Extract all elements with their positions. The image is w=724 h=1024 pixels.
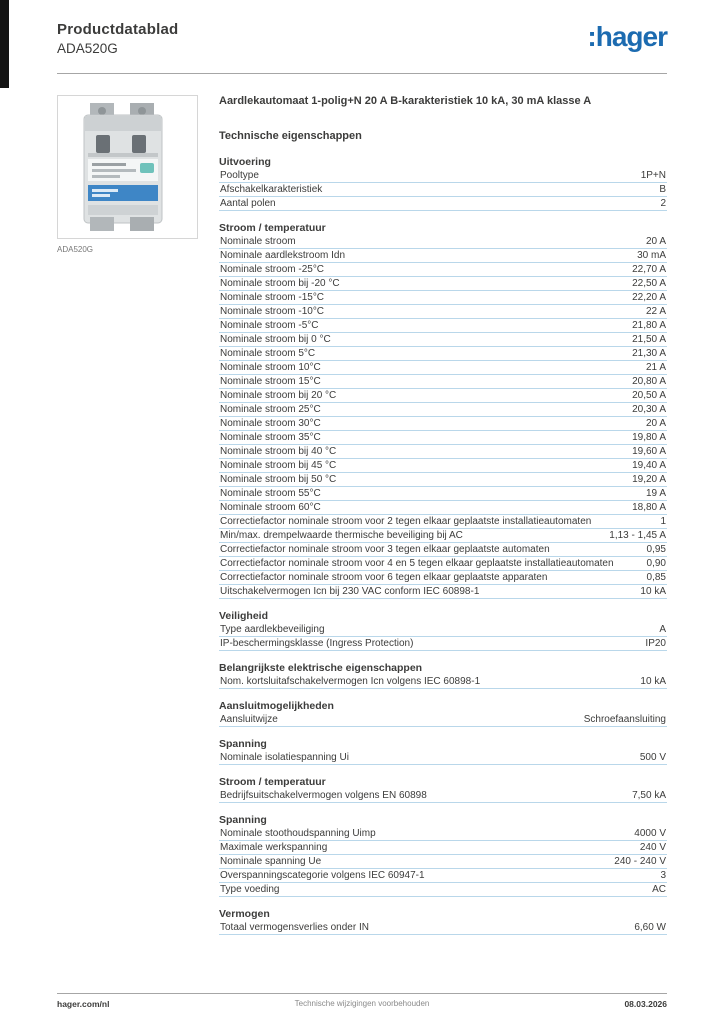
spec-label: Nominale stroom bij 20 °C (220, 390, 337, 401)
spec-value: 19,60 A (632, 446, 666, 457)
spec-value: 21,80 A (632, 320, 666, 331)
spec-row (219, 263, 667, 277)
spec-label: Nominale stroom bij 45 °C (220, 460, 337, 471)
spec-row (219, 183, 667, 197)
spec-value: 19,20 A (632, 474, 666, 485)
spec-label: Nominale stroom bij 50 °C (220, 474, 337, 485)
spec-section (219, 776, 667, 803)
spec-label: Nominale stroom (220, 236, 296, 247)
spec-value: 18,80 A (632, 502, 666, 513)
spec-sections (219, 156, 667, 935)
spec-section (219, 610, 667, 651)
spec-label: Nominale stroom -5°C (220, 320, 319, 331)
spec-value: 20 A (645, 236, 666, 247)
spec-row (219, 827, 667, 841)
spec-row (219, 305, 667, 319)
spec-row (219, 389, 667, 403)
spec-value: 1P+N (640, 170, 666, 181)
spec-label: Nominale stroom 60°C (220, 502, 321, 513)
spec-row (219, 623, 667, 637)
spec-row (219, 361, 667, 375)
spec-label: Nominale stroom -25°C (220, 264, 325, 275)
footer-row (57, 999, 667, 1009)
footer-website-link[interactable]: hager.com/nl (57, 999, 110, 1009)
spec-row (219, 637, 667, 651)
spec-row (219, 235, 667, 249)
spec-value: 30 mA (637, 250, 666, 261)
spec-row (219, 529, 667, 543)
spec-label: Aantal polen (220, 198, 276, 209)
spec-label: Min/max. drempelwaarde thermische beveiliging bij AC (220, 530, 463, 541)
section-heading: Belangrijkste elektrische eigenschappen (219, 662, 423, 674)
scan-edge-mark (0, 0, 9, 88)
spec-row (219, 789, 667, 803)
spec-row (219, 543, 667, 557)
product-image-column (57, 95, 198, 254)
spec-label: Totaal vermogensverlies onder IN (220, 922, 369, 933)
circuit-breaker-illustration (68, 101, 188, 233)
spec-label: Bedrijfsuitschakelvermogen volgens EN 60898 (220, 790, 427, 801)
spec-row (219, 333, 667, 347)
spec-value: 20,50 A (632, 390, 666, 401)
spec-row (219, 445, 667, 459)
spec-value: A (659, 624, 666, 635)
section-heading: Veiligheid (219, 610, 269, 622)
spec-label: Aansluitwijze (220, 714, 278, 725)
spec-label: Maximale werkspanning (220, 842, 328, 853)
section-heading: Spanning (219, 814, 267, 826)
spec-value: 2 (660, 198, 666, 209)
doc-subtitle: ADA520G (57, 41, 118, 56)
product-title: Aardlekautomaat 1-polig+N 20 A B-karakteristiek 10 kA, 30 mA klasse A (219, 95, 592, 107)
spec-value: 22 A (645, 306, 666, 317)
spec-row (219, 869, 667, 883)
spec-label: Nominale stroom 25°C (220, 404, 321, 415)
spec-label: Nominale stroom bij 0 °C (220, 334, 331, 345)
spec-label: Correctiefactor nominale stroom voor 6 tegen elkaar geplaatste apparaten (220, 572, 548, 583)
spec-label: Nom. kortsluitafschakelvermogen Icn volgens IEC 60898-1 (220, 676, 481, 687)
spec-row (219, 291, 667, 305)
spec-value: 240 - 240 V (614, 856, 666, 867)
spec-row (219, 557, 667, 571)
spec-label: Nominale stroom 35°C (220, 432, 321, 443)
spec-value: 10 kA (640, 586, 666, 597)
spec-label: Nominale stroom bij -20 °C (220, 278, 340, 289)
spec-section (219, 738, 667, 765)
tech-heading: Technische eigenschappen (219, 130, 362, 142)
spec-label: Type aardlekbeveiliging (220, 624, 325, 635)
spec-label: IP-beschermingsklasse (Ingress Protection) (220, 638, 414, 649)
spec-label: Nominale stroom -15°C (220, 292, 325, 303)
spec-label: Nominale stroom 5°C (220, 348, 316, 359)
spec-row (219, 883, 667, 897)
spec-value: 6,60 W (634, 922, 666, 933)
spec-value: 0,85 (646, 572, 666, 583)
spec-row (219, 855, 667, 869)
spec-row (219, 585, 667, 599)
spec-value: 22,70 A (632, 264, 666, 275)
spec-value: Schroefaansluiting (583, 714, 666, 725)
spec-row (219, 571, 667, 585)
spec-value: 20,30 A (632, 404, 666, 415)
spec-label: Type voeding (220, 884, 280, 895)
spec-row (219, 675, 667, 689)
spec-column (219, 95, 667, 935)
spec-label: Correctiefactor nominale stroom voor 3 tegen elkaar geplaatste automaten (220, 544, 550, 555)
spec-value: 19,80 A (632, 432, 666, 443)
spec-label: Nominale aardlekstroom Idn (220, 250, 346, 261)
spec-value: 21,30 A (632, 348, 666, 359)
section-heading: Stroom / temperatuur (219, 776, 326, 788)
spec-section (219, 222, 667, 599)
spec-value: 22,50 A (632, 278, 666, 289)
spec-value: 3 (660, 870, 666, 881)
spec-row (219, 417, 667, 431)
spec-value: 19,40 A (632, 460, 666, 471)
spec-value: 20 A (645, 418, 666, 429)
spec-row (219, 487, 667, 501)
spec-label: Nominale stroom -10°C (220, 306, 325, 317)
spec-value: 10 kA (640, 676, 666, 687)
spec-row (219, 319, 667, 333)
spec-label: Nominale stroom 55°C (220, 488, 321, 499)
section-heading: Vermogen (219, 908, 270, 920)
spec-value: 19 A (645, 488, 666, 499)
spec-row (219, 375, 667, 389)
spec-row (219, 403, 667, 417)
spec-row (219, 249, 667, 263)
spec-label: Nominale stroom 15°C (220, 376, 321, 387)
footer-date: 08.03.2026 (624, 999, 667, 1009)
spec-label: Nominale spanning Ue (220, 856, 322, 867)
spec-label: Nominale isolatiespanning Ui (220, 752, 349, 763)
spec-value: 1,13 - 1,45 A (609, 530, 666, 541)
section-heading: Aansluitmogelijkheden (219, 700, 334, 712)
spec-row (219, 277, 667, 291)
spec-row (219, 347, 667, 361)
product-photo-caption: ADA520G (57, 245, 94, 254)
spec-section (219, 908, 667, 935)
section-heading: Stroom / temperatuur (219, 222, 326, 234)
section-heading: Spanning (219, 738, 267, 750)
spec-value: 0,95 (646, 544, 666, 555)
spec-label: Afschakelkarakteristiek (220, 184, 323, 195)
spec-row (219, 473, 667, 487)
spec-value: 21,50 A (632, 334, 666, 345)
spec-value: 1 (660, 516, 666, 527)
spec-section (219, 700, 667, 727)
spec-value: 240 V (639, 842, 666, 853)
spec-label: Overspanningscategorie volgens IEC 60947-1 (220, 870, 425, 881)
spec-value: 4000 V (634, 828, 666, 839)
page-header (57, 21, 667, 71)
spec-row (219, 459, 667, 473)
page-footer (57, 993, 667, 1009)
spec-row (219, 713, 667, 727)
section-heading: Uitvoering (219, 156, 271, 168)
spec-value: 0,90 (646, 558, 666, 569)
spec-label: Uitschakelvermogen Icn bij 230 VAC conform IEC 60898-1 (220, 586, 480, 597)
spec-section (219, 662, 667, 689)
spec-row (219, 197, 667, 211)
spec-row (219, 751, 667, 765)
doc-title: Productdatablad (57, 21, 179, 38)
footer-note: Technische wijzigingen voorbehouden (294, 999, 430, 1008)
spec-label: Nominale stroom 30°C (220, 418, 321, 429)
spec-value: AC (652, 884, 666, 895)
footer-divider (57, 993, 667, 994)
spec-value: 500 V (639, 752, 666, 763)
spec-value: IP20 (645, 638, 666, 649)
spec-value: B (659, 184, 666, 195)
spec-value: 22,20 A (632, 292, 666, 303)
product-photo (57, 95, 198, 239)
spec-row (219, 501, 667, 515)
spec-section (219, 814, 667, 897)
spec-row (219, 431, 667, 445)
spec-row (219, 515, 667, 529)
header-divider (57, 73, 667, 74)
spec-label: Pooltype (220, 170, 259, 181)
spec-label: Nominale stroom bij 40 °C (220, 446, 337, 457)
spec-row (219, 169, 667, 183)
spec-value: 20,80 A (632, 376, 666, 387)
spec-value: 21 A (645, 362, 666, 373)
spec-section (219, 156, 667, 211)
spec-row (219, 921, 667, 935)
spec-row (219, 841, 667, 855)
spec-label: Correctiefactor nominale stroom voor 2 tegen elkaar geplaatste installatieautomaten (220, 516, 592, 527)
spec-value: 7,50 kA (632, 790, 666, 801)
spec-label: Correctiefactor nominale stroom voor 4 en 5 tegen elkaar geplaatste installatieautomaten (220, 558, 614, 569)
hager-logo: :hager (587, 21, 667, 52)
spec-label: Nominale stoothoudspanning Uimp (220, 828, 376, 839)
spec-label: Nominale stroom 10°C (220, 362, 321, 373)
